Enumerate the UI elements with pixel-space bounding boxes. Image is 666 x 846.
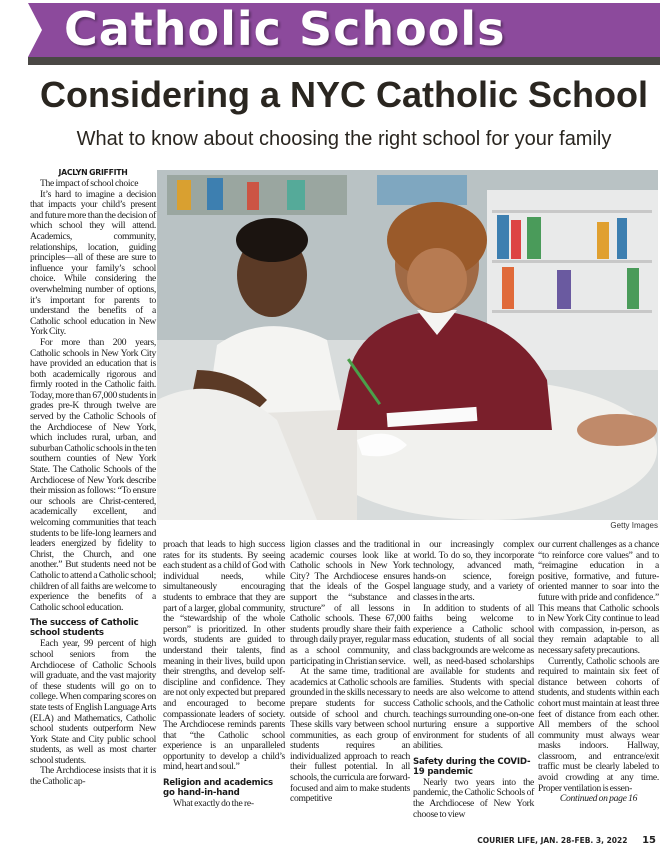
section-heading: Religion and academics go hand-in-hand <box>163 778 273 799</box>
section-heading: The success of Catholic school students <box>30 618 139 639</box>
divider-bar <box>28 57 660 65</box>
byline: JACLYN GRIFFITH <box>58 168 128 177</box>
article-column-5 <box>538 540 659 805</box>
paragraph: It’s hard to imagine a decision that impacts your child’s present and future more than the decision of which school they will attend. Academics, community, relationships, location, guiding principles—all of these are sure to influence your family’s school choice. While considering the overwhelming number of options, it’s important for parents to understand the benefits of a Catholic school education in New York City. <box>30 188 156 338</box>
article-photo <box>157 170 658 520</box>
paragraph: Currently, Catholic schools are required to maintain six feet of distance between cohorts of students, and students within each cohort must maintain at least three feet of distance from each other. All members of the school community must always wear masks indoors. Hallway, classroom, and entrance/exit traffic must be clearly labeled to avoid crowding at any time. Proper ventilation is essen- <box>538 655 659 794</box>
paragraph: What exactly do the re- <box>173 798 254 810</box>
paragraph: The Archdiocese insists that it is the Catholic ap- <box>30 765 156 788</box>
publication-date: COURIER LIFE, JAN. 28-FEB. 3, 2022 <box>477 836 628 845</box>
paragraph: For more than 200 years, Catholic schools in New York City have provided an education that is both academically rigorous and firmly rooted in the Catholic faith. Today, more than 67,000 students in grades pre-K through twelve are served by the Catholic Schools of the Archdiocese of New York, which includes rural, urban, and suburban Catholic schools in the ten southern counties of New York State. The Catholic Schools of the Archdiocese of New York describe their mission as follows: “To ensure our schools are Christ-centered, academically excellent, and welcoming communities that teach students to be life-long learners and leaders energized by fidelity to Christ, the Church, and one another.” But students need not be Catholic to attend a Catholic school; children of all faiths are welcome to experience the benefits of a Catholic school education. <box>30 336 156 613</box>
continued-link[interactable]: Continued on page 16 <box>559 793 638 805</box>
paragraph: our current challenges as a chance “to reinforce core values” and to “reimagine education in a positive, formative, and future-oriented manner to soar into the future with pride and confidence.” This means that Catholic schools in New York City continue to lead with compassion, in-person, as they remain adaptable to all necessary safety precautions. <box>538 539 659 656</box>
paragraph: in our increasingly complex world. To do so, they incorporate technology, advanced math, hands-on science, foreign language study, and a variety of classes in the arts. <box>413 539 534 603</box>
paragraph: At the same time, traditional academics at Catholic schools are grounded in the skills necessary to prepare students for success outside of school and church. These skills vary between school communities, as each group of students requires an individualized approach to reach their fullest potential. In all schools, the curricula are forward-focused and aim to make students competitive <box>290 666 410 805</box>
paragraph: ligion classes and the traditional academic courses look like at Catholic schools in New York City? The Archdiocese ensures that the ideals of the Gospel support the “substance and structure” of all lessons in Catholic schools. These 67,000 students proudly share their faith through daily prayer, regular mass as a school community, and participating in Christian service. <box>290 539 410 667</box>
section-heading: Safety during the COVID-19 pandemic <box>413 756 531 777</box>
article-column-1 <box>30 168 156 788</box>
article-column-3 <box>290 540 410 805</box>
article-column-2 <box>163 540 285 810</box>
subheadline: What to know about choosing the right school for your family <box>76 128 612 150</box>
chevron-icon <box>28 3 42 57</box>
paragraph: Each year, 99 percent of high school seniors from the Archdiocese of Catholic Schools will graduate, and the vast majority of these students will go on to college. When comparing scores on state tests of English Language Arts (ELA) and Mathematics, Catholic school students outperform New York State and City public school students, as well as most charter school students. <box>30 638 156 766</box>
section-kicker: The impact of school choice <box>40 178 139 189</box>
page-footer <box>477 836 656 846</box>
paragraph: proach that leads to high success rates for its students. By seeing each student as a child of God with individual needs, while simultaneously encouraging students to embrace that they are part of a larger, global community, the “stewardship of the whole person” is prioritized. In other words, students are guided to understand their talents, find meaning in their lives, build upon their strengths, and develop self-discipline and confidence. They are not only expected but prepared and encouraged to become compassionate leaders of society. The Archdiocese reminds parents that “the Catholic school experience is an unparalleled opportunity to develop a child’s mind, heart and soul.” <box>163 539 285 773</box>
paragraph: Nearly two years into the pandemic, the Catholic Schools of the Archdiocese of New York choose to view <box>413 776 534 820</box>
photo-credit: Getty Images <box>610 521 658 530</box>
headline: Considering a NYC Catholic School <box>39 74 649 115</box>
classroom-children-image <box>157 170 658 520</box>
page-number: 15 <box>642 835 656 846</box>
section-banner <box>28 3 660 57</box>
section-title: Catholic Schools <box>64 2 506 56</box>
article-column-4 <box>413 540 534 820</box>
paragraph: In addition to students of all faiths being welcome to experience a Catholic school education, students of all social class backgrounds are welcome as well, as need-based scholarships are available for students and families. Students with special needs are also welcome to attend Catholic schools, and the Catholic teachings surrounding one-on-one nurturing ensure a supportive environment for students of all abilities. <box>413 602 534 752</box>
